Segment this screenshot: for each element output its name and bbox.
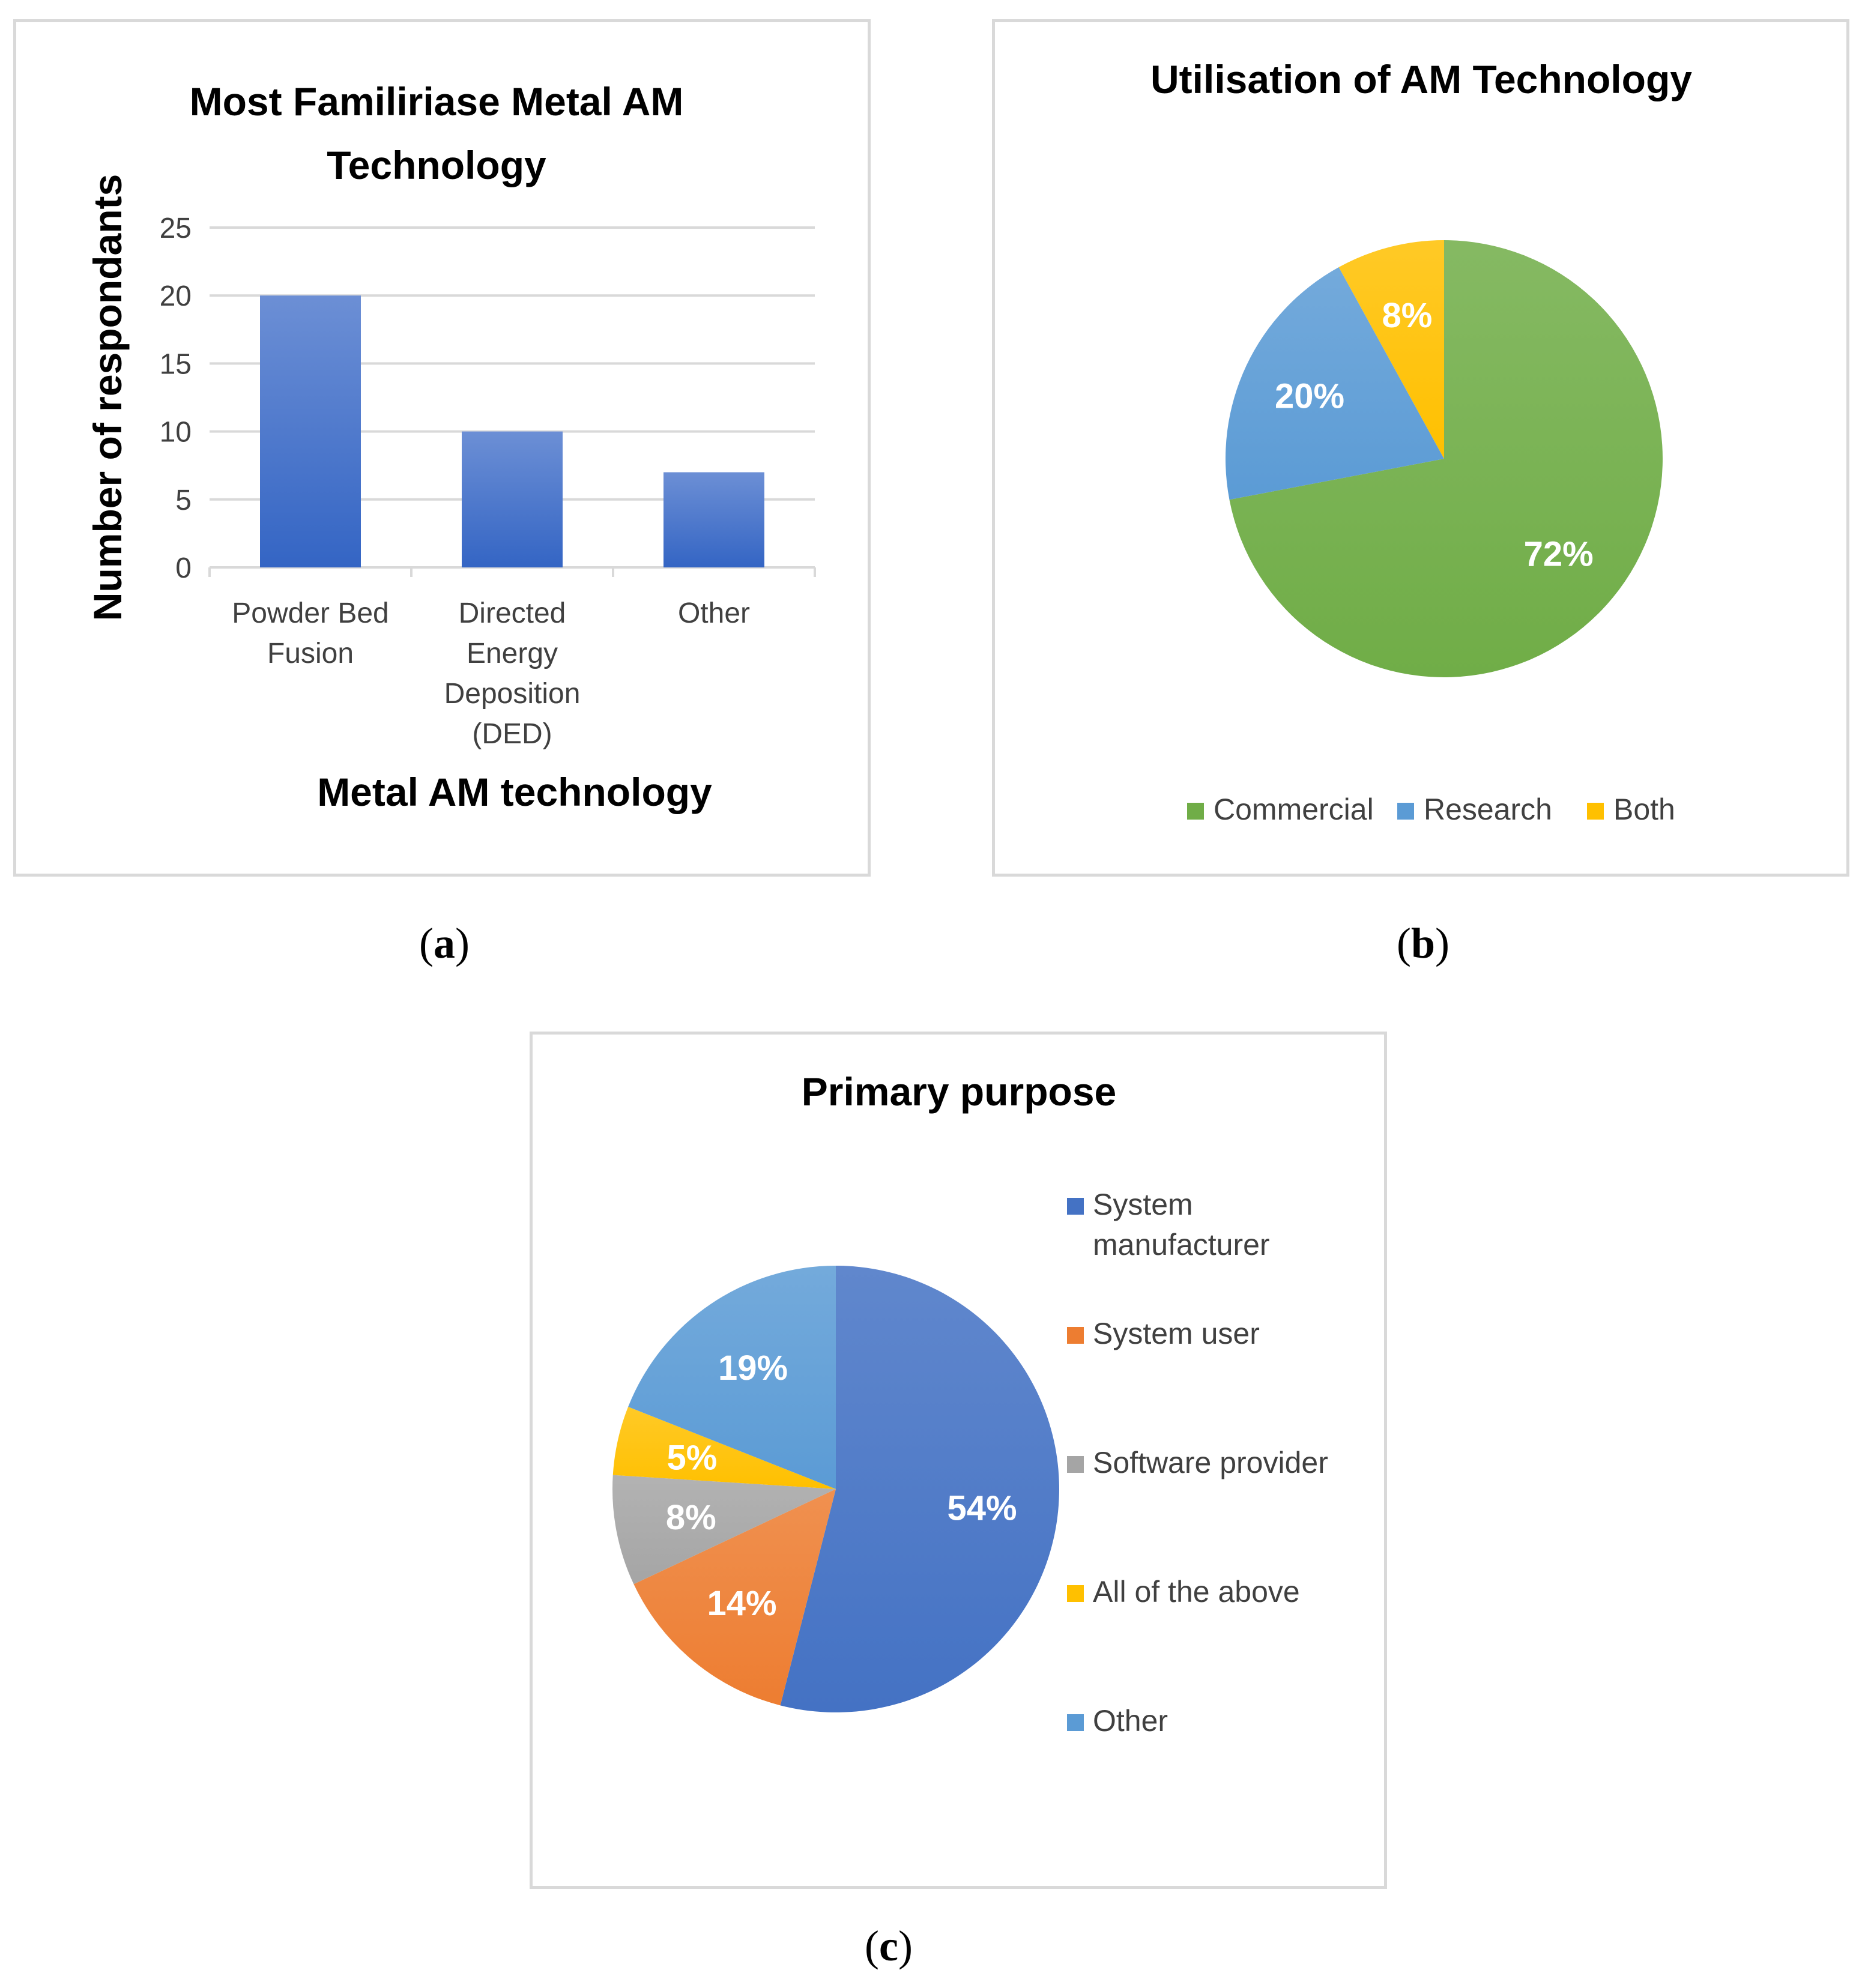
legend-label: System user (1093, 1317, 1260, 1350)
x-tick-label: Deposition (444, 678, 581, 710)
chart-panel-a (13, 19, 871, 877)
slice-label: 5% (667, 1438, 718, 1478)
pie-chart-primary-purpose (533, 1035, 1384, 1886)
y-tick-label: 0 (175, 552, 192, 584)
y-axis-label: Number of respondants (85, 174, 130, 621)
legend-swatch (1067, 1198, 1084, 1215)
chart-title: Technology (327, 143, 546, 187)
bar (462, 432, 563, 567)
caption-a: (a) (419, 919, 470, 967)
y-tick-label: 5 (175, 484, 192, 516)
chart-title: Most Familiriase Metal AM (189, 79, 684, 124)
legend-label: manufacturer (1093, 1228, 1270, 1261)
slice-label: 8% (1382, 296, 1433, 336)
legend-swatch (1397, 803, 1414, 820)
legend-label: Both (1613, 793, 1675, 826)
bar (663, 473, 764, 567)
x-tick-label: Powder Bed (232, 597, 389, 629)
pie-chart-utilisation (995, 22, 1846, 874)
bar-chart (16, 22, 868, 874)
x-tick-label: Energy (466, 638, 558, 669)
chart-panel-c (530, 1032, 1387, 1889)
y-tick-label: 10 (159, 416, 192, 449)
slice-label: 54% (947, 1488, 1017, 1528)
legend-label: System (1093, 1188, 1193, 1221)
legend-swatch (1067, 1714, 1084, 1731)
chart-panel-b (992, 19, 1849, 877)
legend-swatch (1067, 1327, 1084, 1344)
legend-label: Research (1424, 793, 1552, 826)
x-tick-label: Fusion (267, 638, 354, 669)
legend-swatch (1587, 803, 1604, 820)
caption-c: (c) (865, 1922, 913, 1970)
slice-label: 8% (665, 1497, 716, 1537)
y-tick-label: 20 (159, 280, 192, 313)
caption-b: (b) (1396, 919, 1449, 967)
bar (260, 295, 361, 567)
slice-label: 20% (1274, 376, 1345, 416)
x-tick-label: (DED) (472, 718, 552, 750)
legend-label: Commercial (1214, 793, 1374, 826)
x-tick-label: Other (677, 597, 751, 629)
legend-label: Other (1093, 1704, 1168, 1738)
chart-title: Primary purpose (801, 1069, 1117, 1114)
chart-title: Utilisation of AM Technology (1150, 57, 1692, 101)
legend-label: All of the above (1093, 1575, 1300, 1609)
slice-label: 19% (718, 1348, 788, 1388)
x-tick-label: Directed (458, 597, 566, 629)
legend-swatch (1067, 1585, 1084, 1602)
legend-swatch (1187, 803, 1204, 820)
y-tick-label: 25 (159, 213, 192, 244)
slice-label: 72% (1523, 534, 1594, 574)
legend-label: Software provider (1093, 1446, 1328, 1479)
y-tick-label: 15 (159, 348, 192, 381)
x-axis-label: Metal AM technology (317, 770, 712, 814)
legend-swatch (1067, 1456, 1084, 1473)
slice-label: 14% (707, 1584, 777, 1624)
